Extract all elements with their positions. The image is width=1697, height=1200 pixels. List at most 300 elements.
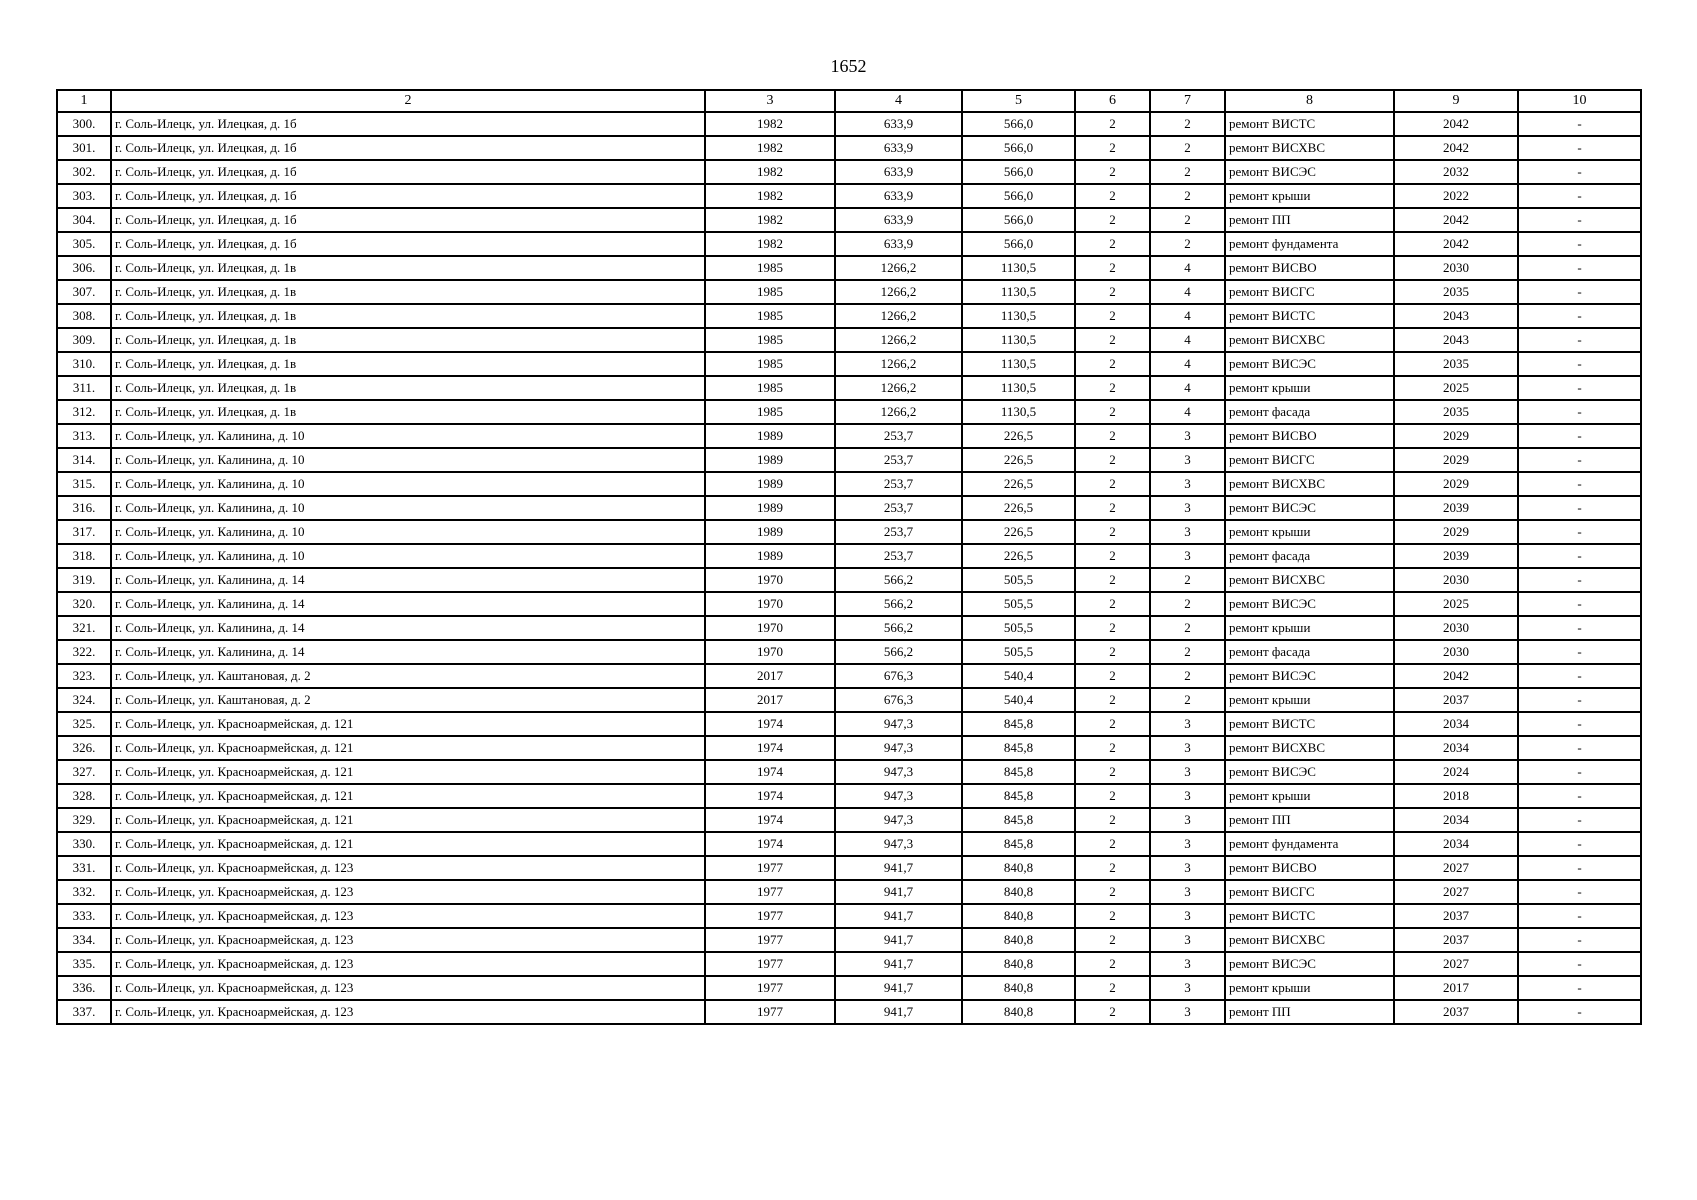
row-number-cell: 305. (57, 232, 111, 256)
year-built-cell: 1989 (705, 424, 835, 448)
note-cell: - (1518, 784, 1641, 808)
entrances-cell: 2 (1150, 160, 1225, 184)
row-number-cell: 335. (57, 952, 111, 976)
address-cell: г. Соль-Илецк, ул. Илецкая, д. 1в (111, 280, 705, 304)
address-cell: г. Соль-Илецк, ул. Илецкая, д. 1б (111, 136, 705, 160)
entrances-cell: 2 (1150, 112, 1225, 136)
total-area-cell: 676,3 (835, 688, 962, 712)
living-area-cell: 566,0 (962, 160, 1075, 184)
total-area-cell: 947,3 (835, 712, 962, 736)
total-area-cell: 676,3 (835, 664, 962, 688)
floors-cell: 2 (1075, 568, 1150, 592)
floors-cell: 2 (1075, 688, 1150, 712)
note-cell: - (1518, 304, 1641, 328)
planned-year-cell: 2018 (1394, 784, 1518, 808)
total-area-cell: 253,7 (835, 496, 962, 520)
year-built-cell: 1974 (705, 832, 835, 856)
living-area-cell: 845,8 (962, 784, 1075, 808)
address-cell: г. Соль-Илецк, ул. Калинина, д. 10 (111, 424, 705, 448)
column-header-1: 1 (57, 90, 111, 112)
work-type-cell: ремонт фасада (1225, 544, 1394, 568)
table-row (57, 832, 1641, 856)
address-cell: г. Соль-Илецк, ул. Красноармейская, д. 121 (111, 712, 705, 736)
work-type-cell: ремонт ВИСГС (1225, 880, 1394, 904)
address-cell: г. Соль-Илецк, ул. Илецкая, д. 1в (111, 256, 705, 280)
address-cell: г. Соль-Илецк, ул. Красноармейская, д. 121 (111, 808, 705, 832)
living-area-cell: 840,8 (962, 904, 1075, 928)
living-area-cell: 840,8 (962, 928, 1075, 952)
floors-cell: 2 (1075, 616, 1150, 640)
year-built-cell: 1970 (705, 616, 835, 640)
note-cell: - (1518, 592, 1641, 616)
planned-year-cell: 2027 (1394, 952, 1518, 976)
table-row (57, 544, 1641, 568)
year-built-cell: 1985 (705, 304, 835, 328)
row-number-cell: 309. (57, 328, 111, 352)
note-cell: - (1518, 280, 1641, 304)
work-type-cell: ремонт крыши (1225, 784, 1394, 808)
note-cell: - (1518, 976, 1641, 1000)
address-cell: г. Соль-Илецк, ул. Красноармейская, д. 121 (111, 760, 705, 784)
work-type-cell: ремонт ВИСХВС (1225, 328, 1394, 352)
planned-year-cell: 2042 (1394, 664, 1518, 688)
table-row (57, 736, 1641, 760)
living-area-cell: 1130,5 (962, 304, 1075, 328)
planned-year-cell: 2035 (1394, 400, 1518, 424)
table-row (57, 952, 1641, 976)
address-cell: г. Соль-Илецк, ул. Илецкая, д. 1в (111, 352, 705, 376)
note-cell: - (1518, 232, 1641, 256)
address-cell: г. Соль-Илецк, ул. Илецкая, д. 1в (111, 328, 705, 352)
work-type-cell: ремонт фундамента (1225, 832, 1394, 856)
table-row (57, 184, 1641, 208)
page-number: 1652 (830, 56, 867, 76)
floors-cell: 2 (1075, 712, 1150, 736)
note-cell: - (1518, 208, 1641, 232)
entrances-cell: 3 (1150, 808, 1225, 832)
living-area-cell: 226,5 (962, 496, 1075, 520)
total-area-cell: 947,3 (835, 736, 962, 760)
table-row (57, 496, 1641, 520)
column-header-7: 7 (1150, 90, 1225, 112)
living-area-cell: 226,5 (962, 520, 1075, 544)
row-number-cell: 326. (57, 736, 111, 760)
planned-year-cell: 2039 (1394, 496, 1518, 520)
table-row (57, 400, 1641, 424)
floors-cell: 2 (1075, 784, 1150, 808)
total-area-cell: 947,3 (835, 832, 962, 856)
table-row (57, 520, 1641, 544)
floors-cell: 2 (1075, 856, 1150, 880)
total-area-cell: 941,7 (835, 928, 962, 952)
entrances-cell: 3 (1150, 856, 1225, 880)
address-cell: г. Соль-Илецк, ул. Илецкая, д. 1в (111, 376, 705, 400)
work-type-cell: ремонт ВИСЭС (1225, 352, 1394, 376)
living-area-cell: 840,8 (962, 952, 1075, 976)
entrances-cell: 2 (1150, 640, 1225, 664)
floors-cell: 2 (1075, 400, 1150, 424)
table-row (57, 928, 1641, 952)
planned-year-cell: 2037 (1394, 688, 1518, 712)
work-type-cell: ремонт ВИСЭС (1225, 496, 1394, 520)
living-area-cell: 505,5 (962, 640, 1075, 664)
column-header-9: 9 (1394, 90, 1518, 112)
address-cell: г. Соль-Илецк, ул. Красноармейская, д. 123 (111, 952, 705, 976)
note-cell: - (1518, 136, 1641, 160)
living-area-cell: 540,4 (962, 664, 1075, 688)
planned-year-cell: 2030 (1394, 256, 1518, 280)
living-area-cell: 226,5 (962, 544, 1075, 568)
year-built-cell: 1985 (705, 376, 835, 400)
living-area-cell: 845,8 (962, 736, 1075, 760)
row-number-cell: 300. (57, 112, 111, 136)
table-body (57, 112, 1641, 1024)
row-number-cell: 329. (57, 808, 111, 832)
floors-cell: 2 (1075, 520, 1150, 544)
row-number-cell: 311. (57, 376, 111, 400)
year-built-cell: 1989 (705, 472, 835, 496)
address-cell: г. Соль-Илецк, ул. Илецкая, д. 1б (111, 232, 705, 256)
year-built-cell: 1982 (705, 232, 835, 256)
row-number-cell: 318. (57, 544, 111, 568)
total-area-cell: 941,7 (835, 856, 962, 880)
address-cell: г. Соль-Илецк, ул. Красноармейская, д. 121 (111, 784, 705, 808)
floors-cell: 2 (1075, 472, 1150, 496)
row-number-cell: 315. (57, 472, 111, 496)
planned-year-cell: 2037 (1394, 928, 1518, 952)
table-row (57, 712, 1641, 736)
total-area-cell: 633,9 (835, 208, 962, 232)
floors-cell: 2 (1075, 424, 1150, 448)
work-type-cell: ремонт ВИСХВС (1225, 928, 1394, 952)
address-cell: г. Соль-Илецк, ул. Красноармейская, д. 123 (111, 904, 705, 928)
entrances-cell: 4 (1150, 304, 1225, 328)
total-area-cell: 253,7 (835, 472, 962, 496)
entrances-cell: 3 (1150, 520, 1225, 544)
entrances-cell: 4 (1150, 400, 1225, 424)
address-cell: г. Соль-Илецк, ул. Красноармейская, д. 123 (111, 1000, 705, 1024)
work-type-cell: ремонт ВИСЭС (1225, 952, 1394, 976)
planned-year-cell: 2029 (1394, 472, 1518, 496)
work-type-cell: ремонт фундамента (1225, 232, 1394, 256)
note-cell: - (1518, 832, 1641, 856)
floors-cell: 2 (1075, 1000, 1150, 1024)
row-number-cell: 321. (57, 616, 111, 640)
planned-year-cell: 2035 (1394, 280, 1518, 304)
address-cell: г. Соль-Илецк, ул. Илецкая, д. 1б (111, 208, 705, 232)
work-type-cell: ремонт фасада (1225, 640, 1394, 664)
entrances-cell: 3 (1150, 976, 1225, 1000)
total-area-cell: 253,7 (835, 544, 962, 568)
address-cell: г. Соль-Илецк, ул. Калинина, д. 14 (111, 640, 705, 664)
address-cell: г. Соль-Илецк, ул. Илецкая, д. 1б (111, 160, 705, 184)
planned-year-cell: 2034 (1394, 832, 1518, 856)
note-cell: - (1518, 1000, 1641, 1024)
year-built-cell: 2017 (705, 688, 835, 712)
year-built-cell: 1977 (705, 880, 835, 904)
planned-year-cell: 2043 (1394, 328, 1518, 352)
row-number-cell: 307. (57, 280, 111, 304)
table-row (57, 160, 1641, 184)
note-cell: - (1518, 256, 1641, 280)
entrances-cell: 2 (1150, 568, 1225, 592)
total-area-cell: 253,7 (835, 448, 962, 472)
note-cell: - (1518, 856, 1641, 880)
floors-cell: 2 (1075, 160, 1150, 184)
planned-year-cell: 2030 (1394, 640, 1518, 664)
work-type-cell: ремонт ВИСГС (1225, 448, 1394, 472)
floors-cell: 2 (1075, 904, 1150, 928)
note-cell: - (1518, 568, 1641, 592)
address-cell: г. Соль-Илецк, ул. Красноармейская, д. 123 (111, 976, 705, 1000)
note-cell: - (1518, 904, 1641, 928)
row-number-cell: 312. (57, 400, 111, 424)
note-cell: - (1518, 328, 1641, 352)
note-cell: - (1518, 688, 1641, 712)
total-area-cell: 566,2 (835, 640, 962, 664)
total-area-cell: 1266,2 (835, 352, 962, 376)
address-cell: г. Соль-Илецк, ул. Каштановая, д. 2 (111, 688, 705, 712)
year-built-cell: 1985 (705, 400, 835, 424)
planned-year-cell: 2029 (1394, 448, 1518, 472)
row-number-cell: 320. (57, 592, 111, 616)
living-area-cell: 226,5 (962, 472, 1075, 496)
total-area-cell: 1266,2 (835, 376, 962, 400)
table-row (57, 592, 1641, 616)
row-number-cell: 306. (57, 256, 111, 280)
total-area-cell: 1266,2 (835, 400, 962, 424)
row-number-cell: 310. (57, 352, 111, 376)
row-number-cell: 303. (57, 184, 111, 208)
floors-cell: 2 (1075, 304, 1150, 328)
row-number-cell: 337. (57, 1000, 111, 1024)
entrances-cell: 2 (1150, 136, 1225, 160)
year-built-cell: 1985 (705, 328, 835, 352)
living-area-cell: 566,0 (962, 208, 1075, 232)
total-area-cell: 1266,2 (835, 256, 962, 280)
register-table (56, 89, 1642, 1025)
column-header-10: 10 (1518, 90, 1641, 112)
table-row (57, 280, 1641, 304)
row-number-cell: 324. (57, 688, 111, 712)
column-header-6: 6 (1075, 90, 1150, 112)
entrances-cell: 4 (1150, 280, 1225, 304)
work-type-cell: ремонт крыши (1225, 976, 1394, 1000)
entrances-cell: 3 (1150, 712, 1225, 736)
work-type-cell: ремонт ВИСХВС (1225, 472, 1394, 496)
table-row (57, 640, 1641, 664)
total-area-cell: 253,7 (835, 424, 962, 448)
planned-year-cell: 2029 (1394, 520, 1518, 544)
living-area-cell: 226,5 (962, 448, 1075, 472)
note-cell: - (1518, 712, 1641, 736)
table-row (57, 976, 1641, 1000)
work-type-cell: ремонт ВИСХВС (1225, 568, 1394, 592)
work-type-cell: ремонт ВИСГС (1225, 280, 1394, 304)
planned-year-cell: 2039 (1394, 544, 1518, 568)
planned-year-cell: 2025 (1394, 592, 1518, 616)
work-type-cell: ремонт ВИСТС (1225, 112, 1394, 136)
year-built-cell: 1985 (705, 280, 835, 304)
entrances-cell: 3 (1150, 448, 1225, 472)
note-cell: - (1518, 880, 1641, 904)
entrances-cell: 3 (1150, 904, 1225, 928)
year-built-cell: 1974 (705, 760, 835, 784)
year-built-cell: 1982 (705, 160, 835, 184)
table-row (57, 568, 1641, 592)
floors-cell: 2 (1075, 208, 1150, 232)
table-row (57, 1000, 1641, 1024)
floors-cell: 2 (1075, 256, 1150, 280)
planned-year-cell: 2037 (1394, 1000, 1518, 1024)
floors-cell: 2 (1075, 808, 1150, 832)
row-number-cell: 304. (57, 208, 111, 232)
address-cell: г. Соль-Илецк, ул. Калинина, д. 10 (111, 496, 705, 520)
entrances-cell: 3 (1150, 424, 1225, 448)
floors-cell: 2 (1075, 280, 1150, 304)
note-cell: - (1518, 424, 1641, 448)
planned-year-cell: 2034 (1394, 736, 1518, 760)
floors-cell: 2 (1075, 496, 1150, 520)
row-number-cell: 316. (57, 496, 111, 520)
living-area-cell: 566,0 (962, 112, 1075, 136)
note-cell: - (1518, 808, 1641, 832)
header-row (57, 90, 1641, 112)
work-type-cell: ремонт ПП (1225, 1000, 1394, 1024)
work-type-cell: ремонт ПП (1225, 208, 1394, 232)
floors-cell: 2 (1075, 760, 1150, 784)
work-type-cell: ремонт ВИСТС (1225, 304, 1394, 328)
planned-year-cell: 2043 (1394, 304, 1518, 328)
row-number-cell: 314. (57, 448, 111, 472)
living-area-cell: 845,8 (962, 760, 1075, 784)
row-number-cell: 302. (57, 160, 111, 184)
planned-year-cell: 2017 (1394, 976, 1518, 1000)
address-cell: г. Соль-Илецк, ул. Калинина, д. 14 (111, 616, 705, 640)
total-area-cell: 566,2 (835, 616, 962, 640)
living-area-cell: 1130,5 (962, 376, 1075, 400)
year-built-cell: 1985 (705, 256, 835, 280)
table-row (57, 112, 1641, 136)
living-area-cell: 845,8 (962, 712, 1075, 736)
table-row (57, 304, 1641, 328)
table-row (57, 856, 1641, 880)
table-row (57, 352, 1641, 376)
note-cell: - (1518, 160, 1641, 184)
note-cell: - (1518, 736, 1641, 760)
year-built-cell: 1970 (705, 568, 835, 592)
note-cell: - (1518, 376, 1641, 400)
entrances-cell: 4 (1150, 352, 1225, 376)
total-area-cell: 566,2 (835, 592, 962, 616)
note-cell: - (1518, 544, 1641, 568)
row-number-cell: 325. (57, 712, 111, 736)
total-area-cell: 941,7 (835, 904, 962, 928)
column-header-2: 2 (111, 90, 705, 112)
floors-cell: 2 (1075, 136, 1150, 160)
total-area-cell: 253,7 (835, 520, 962, 544)
entrances-cell: 3 (1150, 928, 1225, 952)
address-cell: г. Соль-Илецк, ул. Калинина, д. 10 (111, 544, 705, 568)
floors-cell: 2 (1075, 352, 1150, 376)
living-area-cell: 1130,5 (962, 280, 1075, 304)
table-row (57, 808, 1641, 832)
work-type-cell: ремонт ВИСЭС (1225, 664, 1394, 688)
living-area-cell: 1130,5 (962, 400, 1075, 424)
floors-cell: 2 (1075, 592, 1150, 616)
total-area-cell: 1266,2 (835, 304, 962, 328)
floors-cell: 2 (1075, 232, 1150, 256)
planned-year-cell: 2042 (1394, 112, 1518, 136)
row-number-cell: 331. (57, 856, 111, 880)
table-row (57, 760, 1641, 784)
year-built-cell: 1977 (705, 976, 835, 1000)
address-cell: г. Соль-Илецк, ул. Калинина, д. 14 (111, 592, 705, 616)
note-cell: - (1518, 760, 1641, 784)
entrances-cell: 3 (1150, 1000, 1225, 1024)
entrances-cell: 3 (1150, 472, 1225, 496)
planned-year-cell: 2034 (1394, 712, 1518, 736)
work-type-cell: ремонт ВИСХВС (1225, 736, 1394, 760)
planned-year-cell: 2022 (1394, 184, 1518, 208)
year-built-cell: 1977 (705, 856, 835, 880)
planned-year-cell: 2027 (1394, 880, 1518, 904)
column-header-5: 5 (962, 90, 1075, 112)
address-cell: г. Соль-Илецк, ул. Красноармейская, д. 121 (111, 832, 705, 856)
floors-cell: 2 (1075, 376, 1150, 400)
row-number-cell: 323. (57, 664, 111, 688)
total-area-cell: 633,9 (835, 136, 962, 160)
entrances-cell: 3 (1150, 880, 1225, 904)
living-area-cell: 1130,5 (962, 328, 1075, 352)
year-built-cell: 1989 (705, 496, 835, 520)
entrances-cell: 3 (1150, 544, 1225, 568)
floors-cell: 2 (1075, 664, 1150, 688)
work-type-cell: ремонт крыши (1225, 520, 1394, 544)
living-area-cell: 566,0 (962, 136, 1075, 160)
address-cell: г. Соль-Илецк, ул. Калинина, д. 10 (111, 448, 705, 472)
entrances-cell: 3 (1150, 736, 1225, 760)
address-cell: г. Соль-Илецк, ул. Илецкая, д. 1б (111, 112, 705, 136)
living-area-cell: 540,4 (962, 688, 1075, 712)
note-cell: - (1518, 928, 1641, 952)
address-cell: г. Соль-Илецк, ул. Красноармейская, д. 123 (111, 856, 705, 880)
entrances-cell: 2 (1150, 616, 1225, 640)
floors-cell: 2 (1075, 184, 1150, 208)
year-built-cell: 1989 (705, 520, 835, 544)
planned-year-cell: 2024 (1394, 760, 1518, 784)
entrances-cell: 3 (1150, 760, 1225, 784)
year-built-cell: 1970 (705, 640, 835, 664)
column-header-8: 8 (1225, 90, 1394, 112)
address-cell: г. Соль-Илецк, ул. Калинина, д. 10 (111, 520, 705, 544)
total-area-cell: 1266,2 (835, 328, 962, 352)
row-number-cell: 322. (57, 640, 111, 664)
floors-cell: 2 (1075, 736, 1150, 760)
work-type-cell: ремонт ВИСХВС (1225, 136, 1394, 160)
year-built-cell: 1989 (705, 448, 835, 472)
floors-cell: 2 (1075, 976, 1150, 1000)
floors-cell: 2 (1075, 640, 1150, 664)
living-area-cell: 840,8 (962, 976, 1075, 1000)
note-cell: - (1518, 184, 1641, 208)
work-type-cell: ремонт крыши (1225, 184, 1394, 208)
year-built-cell: 1985 (705, 352, 835, 376)
note-cell: - (1518, 520, 1641, 544)
row-number-cell: 319. (57, 568, 111, 592)
living-area-cell: 505,5 (962, 568, 1075, 592)
entrances-cell: 3 (1150, 496, 1225, 520)
